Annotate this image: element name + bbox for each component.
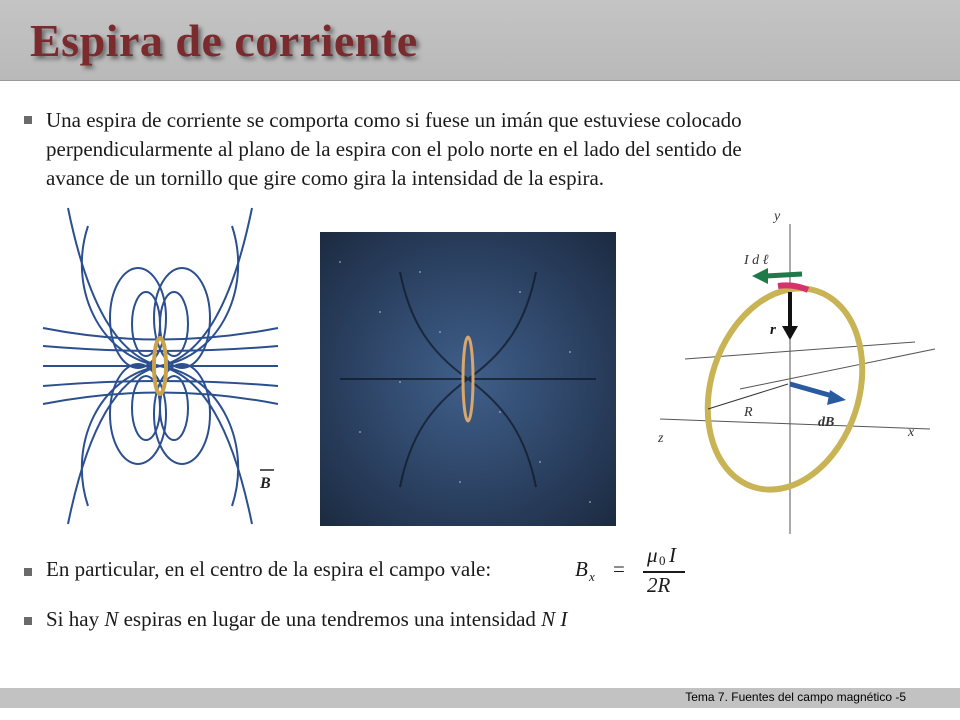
paragraph-n-loops xyxy=(46,605,567,634)
bullet-marker xyxy=(24,568,36,580)
formula-eq: = xyxy=(613,557,625,581)
formula-I: I xyxy=(669,543,676,567)
slide-title: Espira de corriente xyxy=(30,15,418,66)
n-loops-pre: Si hay xyxy=(46,607,100,631)
field-B-label: B xyxy=(260,475,271,492)
field-lines-diagram xyxy=(38,206,288,526)
y-axis-label: y xyxy=(774,209,781,224)
footer-text: Tema 7. Fuentes del campo magnético -5 xyxy=(685,690,906,704)
formula-lhs-sub: x xyxy=(589,569,595,584)
z-axis-label: z xyxy=(658,431,664,446)
title-bar xyxy=(0,0,960,81)
loop-geometry-diagram xyxy=(640,204,940,534)
paragraph-line: perpendicularmente al plano de la espira con el polo norte en el lado del sentido de xyxy=(46,137,742,161)
x-axis-label: x xyxy=(908,425,915,440)
formula-intro-text: En particular, en el centro de la espira el campo vale: xyxy=(46,557,492,581)
n-loops-mid: espiras en lugar de una tendremos una intensidad xyxy=(123,607,536,631)
Idl-label: I d ℓ xyxy=(744,253,769,268)
n-symbol: N xyxy=(104,607,119,631)
formula-mu-sub: 0 xyxy=(659,553,666,568)
formula-mu: μ xyxy=(647,543,658,567)
paragraph-line: avance de un tornillo que gire como gira la intensidad de la espira. xyxy=(46,166,605,190)
r-hat-label: r xyxy=(770,322,776,338)
formula-denominator: 2R xyxy=(647,573,671,597)
paragraph-formula xyxy=(46,555,491,584)
R-label: R xyxy=(744,405,753,420)
bullet-marker xyxy=(24,617,36,629)
paragraph-intro xyxy=(46,106,742,193)
ni-symbol: N I xyxy=(541,607,568,631)
formula-lhs: B xyxy=(575,557,588,581)
dB-label: dB xyxy=(818,415,835,430)
iron-filings-photo xyxy=(320,232,616,526)
paragraph-line: Una espira de corriente se comporta como si fuese un imán que estuviese colocado xyxy=(46,108,742,132)
footer-bar xyxy=(0,688,960,708)
bullet-marker xyxy=(24,116,36,128)
